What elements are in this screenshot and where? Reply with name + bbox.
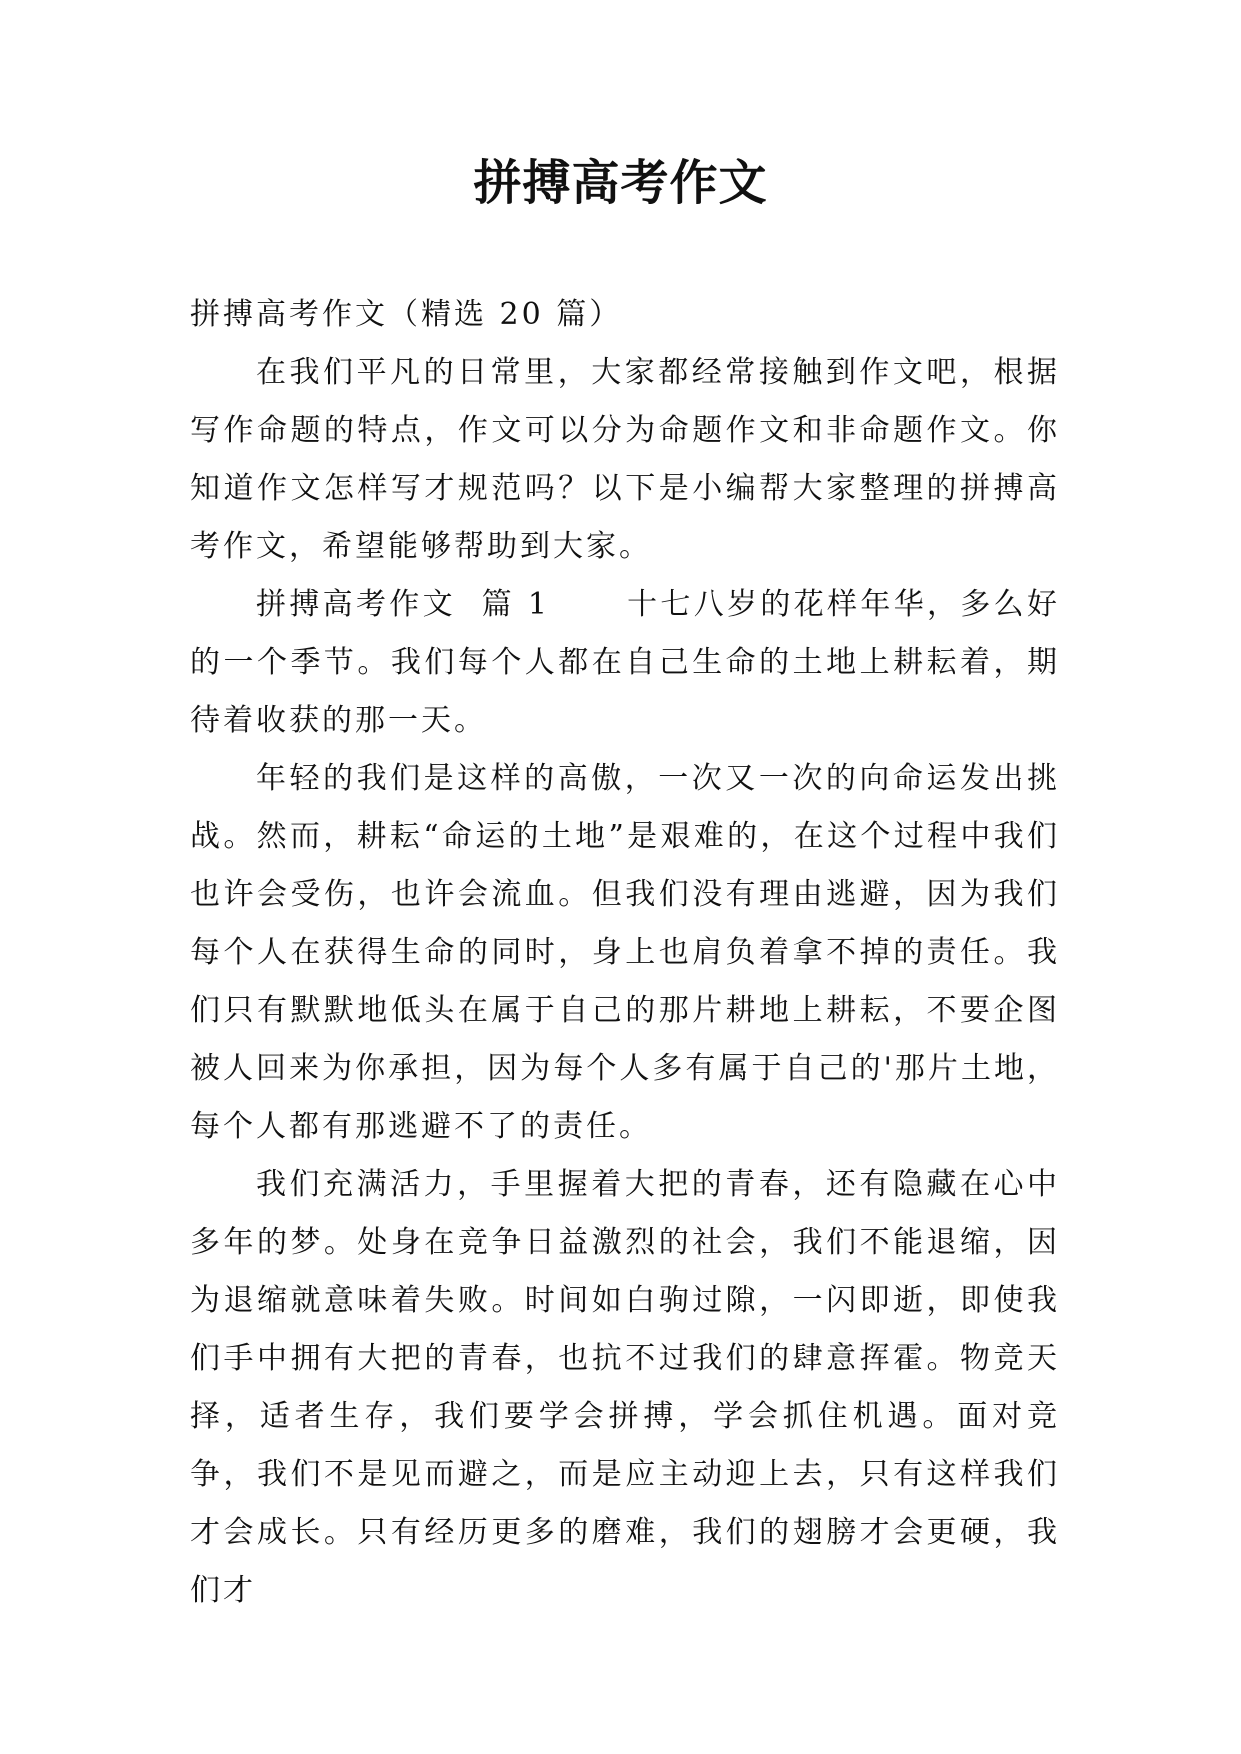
- document-title: 拼搏高考作文: [473, 155, 768, 211]
- article-1-text: 十七八岁的花样年华，多么好的一个季节。我们每个人都在自己生命的土地上耕耘着，期待着收获的那一天。: [190, 587, 1060, 738]
- intro-paragraph: 在我们平凡的日常里，大家都经常接触到作文吧，根据写作命题的特点，作文可以分为命题作文和非命题作文。你知道作文怎样写才规范吗？以下是小编帮大家整理的拼搏高考作文，希望能够帮助到大家。: [190, 355, 1060, 564]
- body-paragraph: 我们充满活力，手里握着大把的青春，还有隐藏在心中多年的梦。处身在竞争日益激烈的社会，我们不能退缩，因为退缩就意味着失败。时间如白驹过隙，一闪即逝，即使我们手中拥有大把的青春，也抗不过我们的肆意挥霍。物竞天择，适者生存，我们要学会拼搏，学会抓住机遇。面对竞争，我们不是见而避之，而是应主动迎上去，只有这样我们才会成长。只有经历更多的磨难，我们的翅膀才会更硬，我们才: [190, 1167, 1060, 1608]
- body-paragraph: 年轻的我们是这样的高傲，一次又一次的向命运发出挑战。然而，耕耘“命运的土地”是艰难的，在这个过程中我们也许会受伤，也许会流血。但我们没有理由逃避，因为我们每个人在获得生命的同时，身上也肩负着拿不掉的责任。我们只有默默地低头在属于自己的那片耕地上耕耘，不要企图被人回来为你承担，因为每个人多有属于自己的'那片土地，每个人都有那逃避不了的责任。: [190, 761, 1060, 1144]
- article-1-label: 拼搏高考作文 篇 1: [256, 587, 628, 622]
- document-body: [190, 286, 1060, 1620]
- article-1-paragraph: [190, 576, 1060, 750]
- document-subtitle: 拼搏高考作文（精选 20 篇）: [190, 297, 623, 332]
